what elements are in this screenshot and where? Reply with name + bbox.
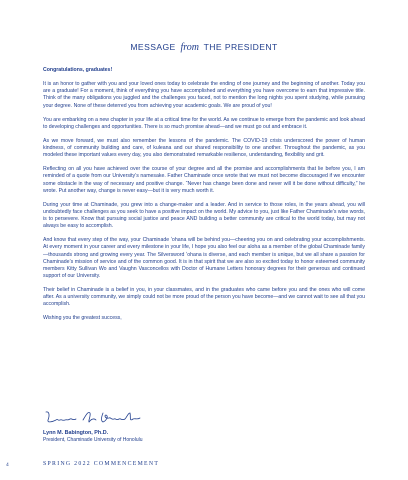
paragraph-1: It is an honor to gather with you and your loved ones today to celebrate the ending of one journey and the beginning of another. Today you are a graduate! For a moment, think of everything you have accomplished and everything you have overcome to earn that impressive title. Think of the many obligations you juggled and the challenges you faced, not to mention the long nights you spent studying, while pursuing your degree. None of these deterred you from achieving your academic goals. We are proud of you! [43,81,365,109]
paragraph-4: Reflecting on all you have achieved over the course of your degree and all the promise and accomplishments that lie before you, I am reminded of a quote from our University’s namesake. Father Chaminade once wrote that we must not become discouraged if we encounter some obstacle in the way of necessary and positive change. “Never has change been done and never will it be done without difficulty,” he wrote. Put another way, change is never easy—but it is very much worth it. [43,166,365,194]
signatory-name: Lynn M. Babington, Ph.D. [43,430,109,436]
page-title [0,42,408,53]
handwritten-signature [43,409,153,426]
signatory-title: President, Chaminade University of Honolulu [43,437,143,443]
paragraph-2: You are embarking on a new chapter in your life at a critical time for the world. As we continue to emerge from the pandemic and look ahead to developing challenges and opportunities. There is so much promise ahead—and we must go out and embrace it. [43,116,365,130]
paragraph-3: As we move forward, we must also remember the lessons of the pandemic. The COVID-19 crisis underscored the power of human kindness, of community building and care, of kuleana and our shared responsibility to one another. Throughout the pandemic, as you modeled these important values every day, you also demonstrated remarkable resilience, understanding, flexibility and grit. [43,137,365,159]
paragraph-6: And know that every step of the way, your Chaminade ʻohana will be behind you—cheering you on and celebrating your accomplishments. At every moment in your career and every milestone in your life, I hope you also feel our aloha as a member of the global Chaminade family—thousands strong and growing every year. The Silversword ʻohana is diverse, and each member is unique, but we all share a passion for Chaminade’s mission of service and of the common good. It is in that spirit that we are also so excited today to honor esteemed community members Kitty Sullivan Wo and Vaughn Vasconcellos with Doctor of Humane Letters honorary degrees for their generous and continued support of our University. [43,237,365,280]
footer-label: SPRING 2022 COMMENCEMENT [43,461,160,467]
greeting: Congratulations, graduates! [43,67,113,73]
title-from: from [180,42,200,53]
page-number: 4 [6,462,9,468]
title-prefix: MESSAGE [130,42,176,52]
closing-line: Wishing you the greatest success, [43,315,122,322]
title-suffix: THE PRESIDENT [203,42,278,52]
paragraph-5: During your time at Chaminade, you grew into a change-maker and a leader. And in service to those roles, in the years ahead, you will undoubtedly face challenges as you seek to have a positive impact on the world. My advice to you, just like Father Chaminade’s wise words, is to persevere. Know that pursuing social justice and peace AND building a better community are critical to the world today, but may not always be easy to accomplish. [43,201,365,230]
letter-body [43,67,365,330]
paragraph-7: Their belief in Chaminade is a belief in you, in your classmates, and in the graduates who came before you and the ones who will come after. As a university community, we simply could not be more proud of the person you have become—and we cannot wait to see all that you accomplish. [43,287,365,308]
